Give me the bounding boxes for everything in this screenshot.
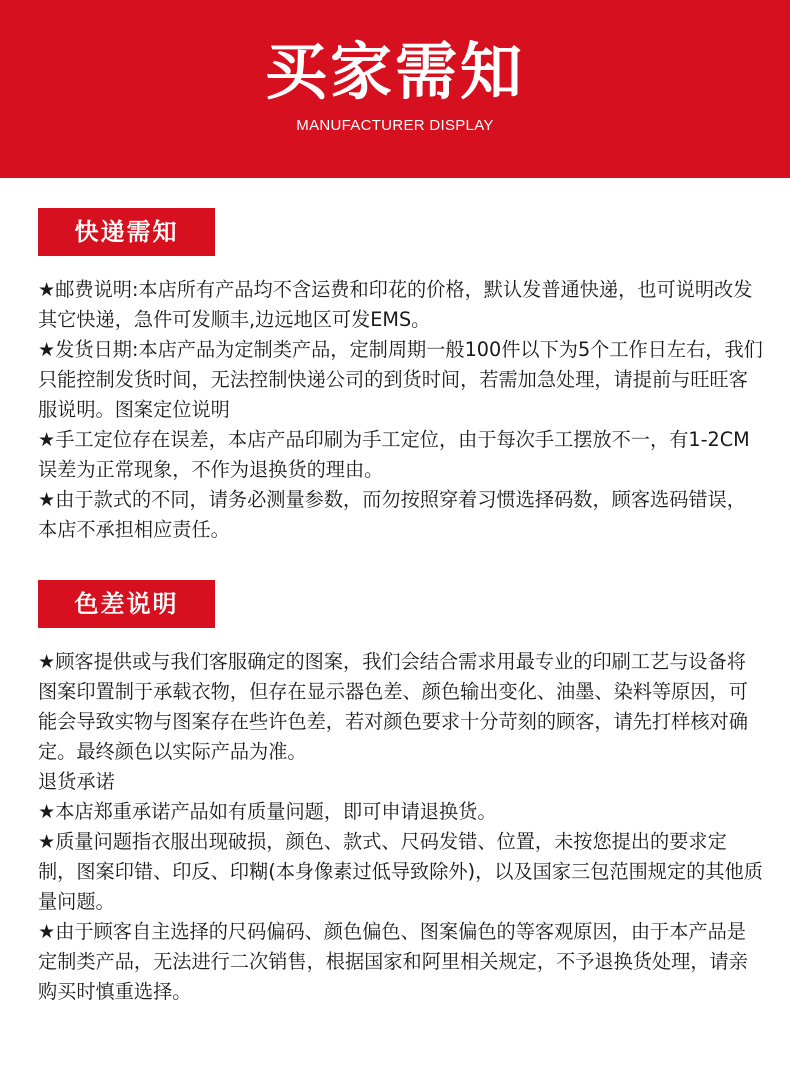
return-policy-promise: ★本店郑重承诺产品如有质量问题，即可申请退换货。: [38, 800, 497, 823]
color-difference-notes: [38, 647, 764, 1007]
section-title-shipping: 快递需知: [38, 208, 215, 256]
shipping-notes: [38, 275, 764, 545]
shipping-note-postage: ★邮费说明:本店所有产品均不含运费和印花的价格，默认发普通快递，也可说明改发其它快递，急件可发顺丰,边远地区可发EMS。: [38, 278, 753, 331]
return-policy-quality-issues: ★质量问题指衣服出现破损，颜色、款式、尺码发错、位置，未按您提出的要求定制，图案印错、印反、印糊(本身像素过低导致除外)，以及国家三包范围规定的其他质量问题。: [38, 830, 763, 913]
page-subtitle: MANUFACTURER DISPLAY: [296, 117, 494, 134]
shipping-note-positioning: ★手工定位存在误差，本店产品印刷为手工定位，由于每次手工摆放不一，有1-2CM误差为正常现象，不作为退换货的理由。: [38, 428, 750, 481]
shipping-note-sizing: ★由于款式的不同，请务必测量参数，而勿按照穿着习惯选择码数，顾客选码错误，本店不承担相应责任。: [38, 488, 746, 541]
shipping-note-delivery-date: ★发货日期:本店产品为定制类产品，定制周期一般100件以下为5个工作日左右，我们只能控制发货时间，无法控制快递公司的到货时间，若需加急处理，请提前与旺旺客服说明。图案定位说明: [38, 338, 763, 421]
return-policy-exclusions: ★由于顾客自主选择的尺码偏码、颜色偏色、图案偏色的等客观原因，由于本产品是定制类产品，无法进行二次销售，根据国家和阿里相关规定，不予退换货处理，请亲购买时慎重选择。: [38, 920, 748, 1003]
page-title: 买家需知: [264, 35, 525, 108]
header-banner: [0, 0, 790, 178]
section-title-color-difference: 色差说明: [38, 580, 215, 628]
return-policy-heading: 退货承诺: [38, 770, 115, 793]
color-difference-note: ★顾客提供或与我们客服确定的图案，我们会结合需求用最专业的印刷工艺与设备将图案印置制于承载衣物，但存在显示器色差、颜色输出变化、油墨、染料等原因，可能会导致实物与图案存在些许色差，若对颜色要求十分苛刻的顾客，请先打样核对确定。最终颜色以实际产品为准。: [38, 650, 748, 763]
